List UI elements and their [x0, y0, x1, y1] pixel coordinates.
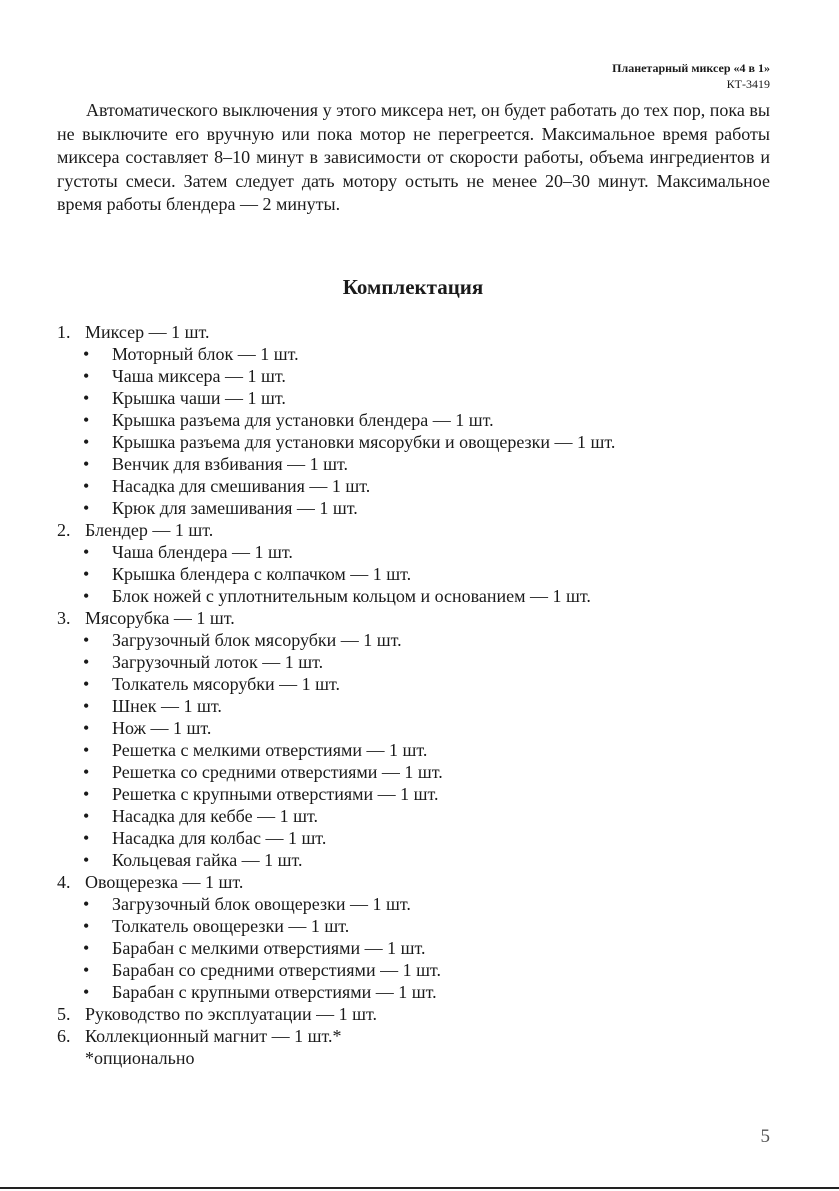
- item-number: 3.: [57, 608, 71, 628]
- item-label: Миксер — 1 шт.: [85, 322, 210, 342]
- package-subitem: [57, 937, 615, 959]
- subitem-label: Толкатель мясорубки — 1 шт.: [112, 674, 341, 694]
- package-subitem: [57, 343, 615, 365]
- subitem-label: Насадка для колбас — 1 шт.: [112, 828, 327, 848]
- bullet-icon: •: [83, 564, 90, 584]
- subitem-label: Чаша миксера — 1 шт.: [112, 366, 286, 386]
- package-subitem: [57, 849, 615, 871]
- section-title: Комплектация: [342, 275, 484, 299]
- bullet-icon: •: [83, 916, 90, 936]
- package-subitem: [57, 365, 615, 387]
- package-subitem: [57, 431, 615, 453]
- item-number: 1.: [57, 322, 71, 342]
- bullet-icon: •: [83, 960, 90, 980]
- footnote: *опционально: [85, 1048, 195, 1068]
- subitem-label: Кольцевая гайка — 1 шт.: [112, 850, 303, 870]
- bullet-icon: •: [83, 740, 90, 760]
- package-subitem: [57, 827, 615, 849]
- package-subitem: [57, 717, 615, 739]
- subitem-label: Блок ножей с уплотнительным кольцом и основанием — 1 шт.: [112, 586, 591, 606]
- bullet-icon: •: [83, 410, 90, 430]
- header-title: Планетарный миксер «4 в 1»: [612, 61, 770, 75]
- bullet-icon: •: [83, 850, 90, 870]
- subitem-label: Решетка со средними отверстиями — 1 шт.: [112, 762, 443, 782]
- item-label: Мясорубка — 1 шт.: [85, 608, 235, 628]
- package-subitem: [57, 629, 615, 651]
- subitem-label: Решетка с мелкими отверстиями — 1 шт.: [112, 740, 428, 760]
- subitem-label: Барабан со средними отверстиями — 1 шт.: [112, 960, 441, 980]
- package-subitem: [57, 761, 615, 783]
- header-model-code: КТ-3419: [726, 77, 770, 91]
- package-subitem: [57, 673, 615, 695]
- package-subitem: [57, 893, 615, 915]
- subitem-label: Крышка блендера с колпачком — 1 шт.: [112, 564, 412, 584]
- bullet-icon: •: [83, 938, 90, 958]
- bullet-icon: •: [83, 762, 90, 782]
- bullet-icon: •: [83, 344, 90, 364]
- package-contents-list: [57, 321, 615, 1069]
- package-subitem: [57, 453, 615, 475]
- package-item: [57, 321, 615, 343]
- item-number: 6.: [57, 1026, 71, 1046]
- bullet-icon: •: [83, 894, 90, 914]
- subitem-label: Крышка разъема для установки мясорубки и овощерезки — 1 шт.: [112, 432, 616, 452]
- bullet-icon: •: [83, 806, 90, 826]
- package-subitem: [57, 651, 615, 673]
- package-subitem: [57, 563, 615, 585]
- subitem-label: Решетка с крупными отверстиями — 1 шт.: [112, 784, 439, 804]
- package-item: [57, 519, 615, 541]
- package-subitem: [57, 959, 615, 981]
- bullet-icon: •: [83, 586, 90, 606]
- item-label: Руководство по эксплуатации — 1 шт.: [85, 1004, 377, 1024]
- subitem-label: Нож — 1 шт.: [112, 718, 212, 738]
- item-number: 2.: [57, 520, 71, 540]
- subitem-label: Загрузочный блок овощерезки — 1 шт.: [112, 894, 411, 914]
- subitem-label: Загрузочный лоток — 1 шт.: [112, 652, 324, 672]
- bullet-icon: •: [83, 542, 90, 562]
- package-item: [57, 871, 615, 893]
- package-subitem: [57, 497, 615, 519]
- package-item: [57, 1025, 615, 1047]
- bullet-icon: •: [83, 982, 90, 1002]
- package-item: [57, 607, 615, 629]
- bullet-icon: •: [83, 366, 90, 386]
- subitem-label: Шнек — 1 шт.: [112, 696, 222, 716]
- subitem-label: Толкатель овощерезки — 1 шт.: [112, 916, 350, 936]
- subitem-label: Насадка для кеббе — 1 шт.: [112, 806, 318, 826]
- package-subitem: [57, 805, 615, 827]
- item-label: Овощерезка — 1 шт.: [85, 872, 244, 892]
- bullet-icon: •: [83, 718, 90, 738]
- package-subitem: [57, 409, 615, 431]
- bullet-icon: •: [83, 828, 90, 848]
- bullet-icon: •: [83, 388, 90, 408]
- bullet-icon: •: [83, 432, 90, 452]
- subitem-label: Крышка разъема для установки блендера — 1 шт.: [112, 410, 494, 430]
- package-subitem: [57, 475, 615, 497]
- package-subitem: [57, 695, 615, 717]
- package-item: [57, 1003, 615, 1025]
- bullet-icon: •: [83, 498, 90, 518]
- package-subitem: [57, 981, 615, 1003]
- package-subitem: [57, 585, 615, 607]
- subitem-label: Моторный блок — 1 шт.: [112, 344, 299, 364]
- bullet-icon: •: [83, 696, 90, 716]
- package-subitem: [57, 783, 615, 805]
- package-subitem: [57, 915, 615, 937]
- bullet-icon: •: [83, 784, 90, 804]
- subitem-label: Загрузочный блок мясорубки — 1 шт.: [112, 630, 402, 650]
- bullet-icon: •: [83, 652, 90, 672]
- package-subitem: [57, 541, 615, 563]
- item-label: Блендер — 1 шт.: [85, 520, 214, 540]
- package-subitem: [57, 387, 615, 409]
- subitem-label: Барабан с крупными отверстиями — 1 шт.: [112, 982, 437, 1002]
- bottom-rule: [0, 1187, 839, 1189]
- bullet-icon: •: [83, 454, 90, 474]
- subitem-label: Крюк для замешивания — 1 шт.: [112, 498, 358, 518]
- running-header: [612, 60, 770, 92]
- subitem-label: Венчик для взбивания — 1 шт.: [112, 454, 349, 474]
- subitem-label: Чаша блендера — 1 шт.: [112, 542, 293, 562]
- subitem-label: Насадка для смешивания — 1 шт.: [112, 476, 371, 496]
- page-number: 5: [760, 1126, 770, 1147]
- intro-paragraph: Автоматического выключения у этого миксера нет, он будет работать до тех пор, пока вы не выключите его вручную или пока мотор не перегреется. Максимальное время работы миксера составляет 8–10 минут в зависимости от скорости работы, объема ингредиентов и густоты смеси. Затем следует дать мотору остыть не менее 20–30 минут. Максимальное время работы блендера — 2 минуты.: [57, 100, 770, 214]
- bullet-icon: •: [83, 476, 90, 496]
- bullet-icon: •: [83, 674, 90, 694]
- subitem-label: Крышка чаши — 1 шт.: [112, 388, 286, 408]
- item-number: 4.: [57, 872, 71, 892]
- item-number: 5.: [57, 1004, 71, 1024]
- bullet-icon: •: [83, 630, 90, 650]
- package-subitem: [57, 739, 615, 761]
- item-label: Коллекционный магнит — 1 шт.*: [85, 1026, 342, 1046]
- subitem-label: Барабан с мелкими отверстиями — 1 шт.: [112, 938, 426, 958]
